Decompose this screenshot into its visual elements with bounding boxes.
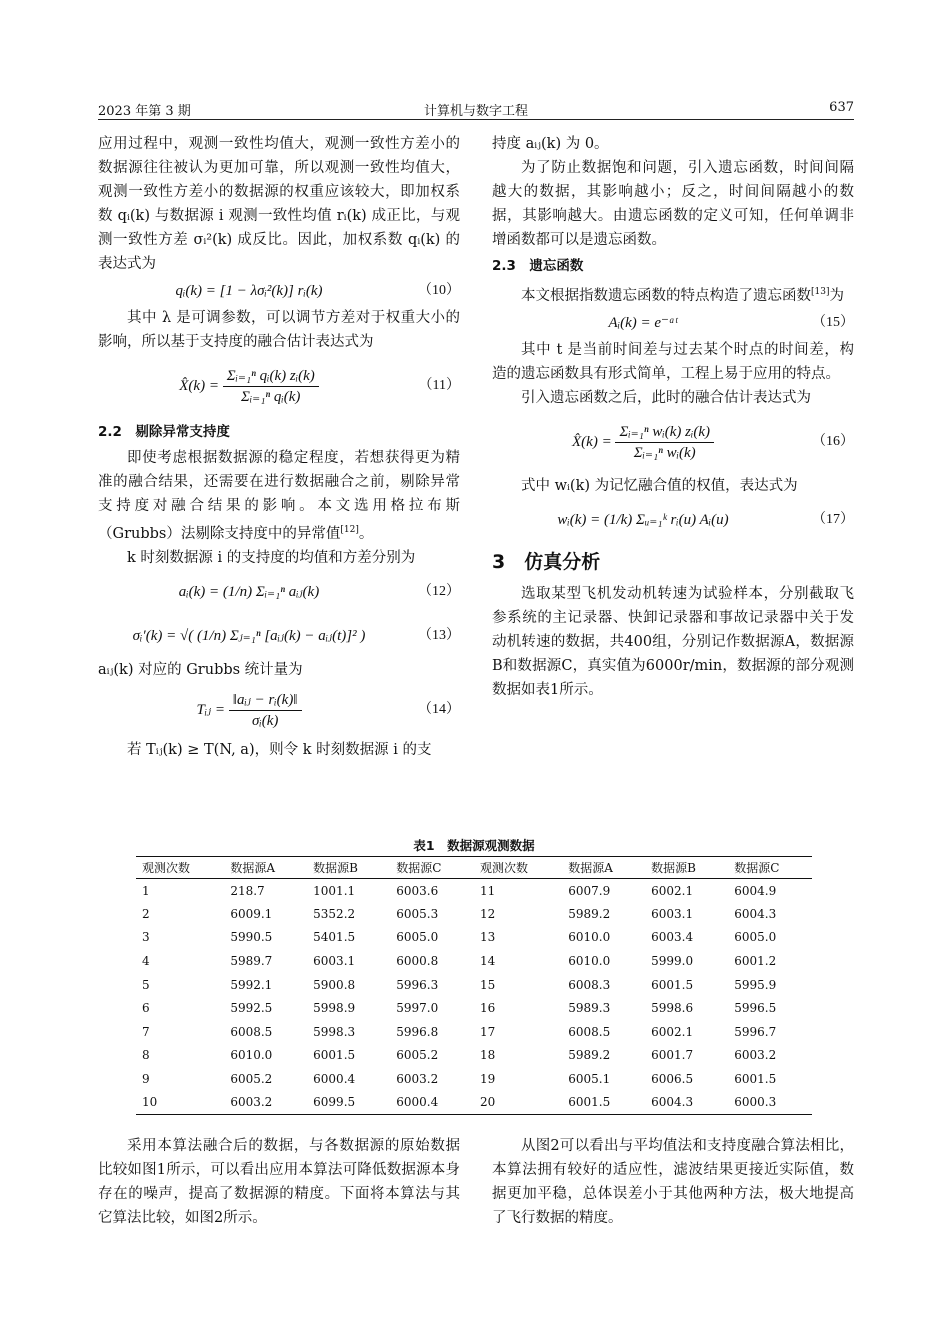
table-cell: 14 — [479, 954, 496, 969]
fraction — [223, 366, 319, 407]
journal-issue: 2023 年第 3 期 — [98, 104, 191, 119]
equation-body: aᵢ(k) = (1/n) Σᵢ₌₁ⁿ aᵢⱼ(k) — [178, 583, 320, 600]
paragraph: 式中 wᵢ(k) 为记忆融合值的权值，表达式为 — [521, 477, 798, 494]
table-cell: 6008.5 — [568, 1024, 611, 1039]
table-header-cell: 数据源A — [562, 857, 645, 879]
equation-body: σᵢ′(k) = √( (1/n) Σⱼ₌₁ⁿ [aᵢⱼ(k) − aᵢⱼ(t)]² ) — [132, 627, 366, 644]
table-cell: 6001.2 — [734, 954, 777, 969]
data-table — [136, 856, 812, 1115]
equation-15 — [492, 308, 854, 338]
data-table-block — [136, 836, 812, 1115]
table-cell: 17 — [479, 1024, 496, 1039]
table-cell: 218.7 — [230, 883, 265, 898]
equation-number: （14） — [418, 701, 460, 717]
table-cell: 5989.2 — [568, 906, 611, 921]
table-cell: 6003.1 — [313, 954, 356, 969]
table-cell: 6000.3 — [728, 1091, 812, 1115]
table-cell: 16 — [479, 1001, 496, 1016]
table-row — [136, 879, 812, 903]
table-cell: 8 — [142, 1048, 150, 1063]
table-cell: 2 — [142, 906, 150, 921]
table-cell: 6000.4 — [390, 1091, 474, 1115]
table-cell: 5 — [142, 977, 150, 992]
table-cell: 6001.5 — [562, 1091, 645, 1115]
table-row — [136, 973, 812, 997]
table-cell: 5998.6 — [651, 1001, 694, 1016]
table-cell: 5999.0 — [651, 954, 694, 969]
table-cell: 6004.3 — [645, 1091, 728, 1115]
table-cell: 5996.8 — [396, 1024, 439, 1039]
paragraph: 选取某型飞机发动机转速为试验样本，分别截取飞参系统的主记录器、快卸记录器和事故记录器中关于发动机转速的数据，共400组，分别记作数据源A，数据源B和数据源C，真实值为6000r/min，数据源的部分观测数据如表1所示。 — [492, 585, 854, 698]
table-row — [136, 1067, 812, 1091]
table-cell: 6008.3 — [568, 977, 611, 992]
table-cell: 6010.0 — [230, 1048, 273, 1063]
paragraph: 即使考虑根据数据源的稳定程度，若想获得更为精准的融合结果，还需要在进行数据融合之前，剔除异常支持度对融合结果的影响。本文选用格拉布斯（Grubbs）法剔除支持度中的异常值[12]。 — [98, 450, 460, 542]
numerator: Σᵢ₌₁ⁿ wᵢ(k) zᵢ(k) — [615, 422, 714, 443]
table-row — [136, 926, 812, 950]
table-cell: 6005.2 — [230, 1072, 273, 1087]
table-cell: 1 — [142, 883, 150, 898]
equation-16 — [492, 410, 854, 474]
paragraph: 若 Tᵢⱼ(k) ≥ T(N, a)，则令 k 时刻数据源 i 的支 — [127, 741, 432, 758]
table-cell: 5998.3 — [313, 1024, 356, 1039]
equation-body: qᵢ(k) = [1 − λσᵢ²(k)] rᵢ(k) — [175, 283, 323, 299]
table-cell: 6007.9 — [568, 883, 611, 898]
equation-17 — [492, 498, 854, 542]
table-cell: 6005.0 — [734, 930, 777, 945]
table-cell: 3 — [142, 930, 150, 945]
paragraph: 应用过程中，观测一致性均值大，观测一致性方差小的数据源往往被认为更加可靠，所以观测一致性均值大，观测一致性方差小的数据源的权重应该较大，即加权系数 qᵢ(k) 与数据源 i 观测一致性均值 rᵢ(k) 成正比，与观测一致性方差 σᵢ²(k) 成反比。因此，加权系数 qᵢ(k) 的表达式为 — [98, 136, 460, 272]
table-cell: 5401.5 — [313, 930, 356, 945]
table-cell: 19 — [479, 1072, 496, 1087]
table-row — [136, 996, 812, 1020]
table-cell: 1001.1 — [313, 883, 356, 898]
equation-number: （12） — [418, 583, 460, 599]
table-cell: 6003.1 — [651, 906, 694, 921]
table-cell: 6003.4 — [651, 930, 694, 945]
table-cell: 5992.1 — [230, 977, 273, 992]
table-header-cell: 数据源A — [224, 857, 307, 879]
table-header-cell: 数据源C — [390, 857, 474, 879]
equation-13 — [98, 614, 460, 658]
table-caption: 表1 数据源观测数据 — [413, 838, 535, 853]
paragraph: 为了防止数据饱和问题，引入遗忘函数，时间间隔越大的数据，其影响越小；反之，时间间隔越小的数据，其影响越大。由遗忘函数的定义可知，任何单调非增函数都可以是遗忘函数。 — [492, 160, 854, 248]
equation-lhs: X̂(k) = — [179, 378, 219, 394]
equation-lhs: X̂(k) = — [572, 433, 612, 450]
table-cell: 6001.5 — [651, 977, 694, 992]
page-header — [98, 96, 854, 120]
denominator: σᵢ(k) — [251, 712, 279, 729]
equation-body: Aᵢ(k) = e⁻ᵃᵗ — [608, 314, 678, 331]
page-number: 637 — [829, 100, 854, 115]
table-cell: 5996.3 — [396, 977, 439, 992]
table-body — [136, 879, 812, 1115]
denominator: Σᵢ₌₁ⁿ wᵢ(k) — [633, 444, 696, 461]
table-cell: 6004.3 — [734, 906, 777, 921]
table-cell: 6009.1 — [230, 906, 273, 921]
paragraph: aᵢⱼ(k) 对应的 Grubbs 统计量为 — [98, 661, 303, 678]
equation-number: （13） — [418, 627, 460, 643]
table-row — [136, 902, 812, 926]
fraction — [229, 690, 302, 731]
table-cell: 6004.9 — [734, 883, 777, 898]
table-cell: 20 — [474, 1091, 562, 1115]
equation-number: （16） — [812, 433, 854, 449]
table-cell: 6001.5 — [734, 1072, 777, 1087]
table-cell: 6001.7 — [651, 1048, 694, 1063]
table-cell: 6001.5 — [313, 1048, 356, 1063]
table-cell: 5352.2 — [313, 906, 356, 921]
right-column — [492, 132, 854, 702]
table-cell: 6005.2 — [396, 1048, 439, 1063]
table-cell: 5989.3 — [568, 1001, 611, 1016]
equation-body: wᵢ(k) = (1/k) Σᵤ₌₁ᵏ rᵢ(u) Aᵢ(u) — [557, 511, 729, 528]
citation: [12] — [340, 525, 359, 535]
table-cell: 6003.2 — [734, 1048, 777, 1063]
table-cell: 6099.5 — [307, 1091, 390, 1115]
equation-10 — [98, 276, 460, 306]
table-header-cell: 数据源C — [728, 857, 812, 879]
equation-number: （11） — [418, 378, 460, 393]
table-cell: 6010.0 — [568, 954, 611, 969]
paragraph: 引入遗忘函数之后，此时的融合估计表达式为 — [521, 389, 811, 406]
citation: [13] — [811, 287, 830, 297]
journal-title: 计算机与数字工程 — [423, 104, 528, 119]
table-header-cell: 观测次数 — [474, 857, 562, 879]
table-cell: 11 — [479, 883, 496, 898]
table-cell: 5900.8 — [313, 977, 356, 992]
table-cell: 5995.9 — [734, 977, 777, 992]
table-cell: 12 — [479, 906, 496, 921]
table-cell: 9 — [142, 1072, 150, 1087]
table-header-cell: 数据源B — [645, 857, 728, 879]
table-cell: 5998.9 — [313, 1001, 356, 1016]
table-cell: 7 — [142, 1024, 150, 1039]
section-heading: 3 仿真分析 — [492, 550, 601, 573]
paragraph: 其中 t 是当前时间差与过去某个时点的时间差，构造的遗忘函数具有形式简单，工程上易于应用的特点。 — [492, 341, 854, 382]
equation-number: （10） — [418, 283, 460, 298]
paragraph: 持度 aᵢⱼ(k) 为 0。 — [492, 136, 609, 152]
table-cell: 6003.2 — [396, 1072, 439, 1087]
equation-12 — [98, 570, 460, 614]
table-cell: 6 — [142, 1001, 150, 1016]
right-bottom-paragraph — [492, 1134, 854, 1230]
paragraph: 本文根据指数遗忘函数的特点构造了遗忘函数[13]为 — [521, 287, 844, 304]
table-cell: 6006.5 — [651, 1072, 694, 1087]
equation-14 — [98, 682, 460, 738]
paragraph: 其中 λ 是可调参数，可以调节方差对于权重大小的影响，所以基于支持度的融合估计表达式为 — [98, 310, 460, 350]
paragraph: k 时刻数据源 i 的支持度的均值和方差分别为 — [127, 549, 416, 566]
denominator: Σᵢ₌₁ⁿ qᵢ(k) — [241, 389, 301, 406]
table-cell: 5997.0 — [396, 1001, 439, 1016]
table-cell: 15 — [479, 977, 496, 992]
table-header-row — [136, 857, 812, 879]
table-cell: 13 — [479, 930, 496, 945]
left-bottom-paragraph — [98, 1134, 460, 1230]
table-cell: 6005.1 — [568, 1072, 611, 1087]
table-cell: 6008.5 — [230, 1024, 273, 1039]
table-cell: 6010.0 — [568, 930, 611, 945]
table-cell: 18 — [479, 1048, 496, 1063]
table-cell: 6003.6 — [396, 883, 439, 898]
table-row — [136, 949, 812, 973]
section-heading: 2.2 剔除异常支持度 — [98, 424, 230, 440]
table-cell: 5990.5 — [230, 930, 273, 945]
numerator: Σᵢ₌₁ⁿ qᵢ(k) zᵢ(k) — [223, 366, 319, 387]
table-cell: 10 — [136, 1091, 224, 1115]
table-cell: 6002.1 — [651, 1024, 694, 1039]
table-row — [136, 1091, 812, 1115]
table-cell: 5992.5 — [230, 1001, 273, 1016]
table-cell: 6005.0 — [396, 930, 439, 945]
fraction — [615, 422, 714, 463]
table-header-cell: 观测次数 — [136, 857, 224, 879]
table-cell: 6000.8 — [396, 954, 439, 969]
equation-lhs: Tᵢⱼ = — [196, 701, 226, 718]
table-cell: 5989.7 — [230, 954, 273, 969]
table-row — [136, 1020, 812, 1044]
table-cell: 5989.2 — [568, 1048, 611, 1063]
equation-11 — [98, 354, 460, 418]
table-cell: 6003.2 — [224, 1091, 307, 1115]
numerator: ‖aᵢⱼ − rᵢ(k)‖ — [229, 690, 302, 711]
table-cell: 5996.5 — [734, 1001, 777, 1016]
table-cell: 6002.1 — [651, 883, 694, 898]
table-cell: 6000.4 — [313, 1072, 356, 1087]
equation-number: （15） — [812, 314, 854, 330]
left-column — [98, 132, 460, 762]
table-cell: 6005.3 — [396, 906, 439, 921]
table-header-cell: 数据源B — [307, 857, 390, 879]
paragraph: 从图2可以看出与平均值法和支持度融合算法相比，本算法拥有较好的适应性，滤波结果更接近实际值，数据更加平稳，总体误差小于其他两种方法，极大地提高了飞行数据的精度。 — [492, 1138, 854, 1226]
table-cell: 4 — [142, 954, 150, 969]
section-heading: 2.3 遗忘函数 — [492, 258, 584, 274]
table-cell: 5996.7 — [734, 1024, 777, 1039]
table-row — [136, 1044, 812, 1068]
paragraph: 采用本算法融合后的数据，与各数据源的原始数据比较如图1所示，可以看出应用本算法可降低数据源本身存在的噪声，提高了数据源的精度。下面将本算法与其它算法比较，如图2所示。 — [98, 1138, 460, 1226]
equation-number: （17） — [812, 511, 854, 527]
